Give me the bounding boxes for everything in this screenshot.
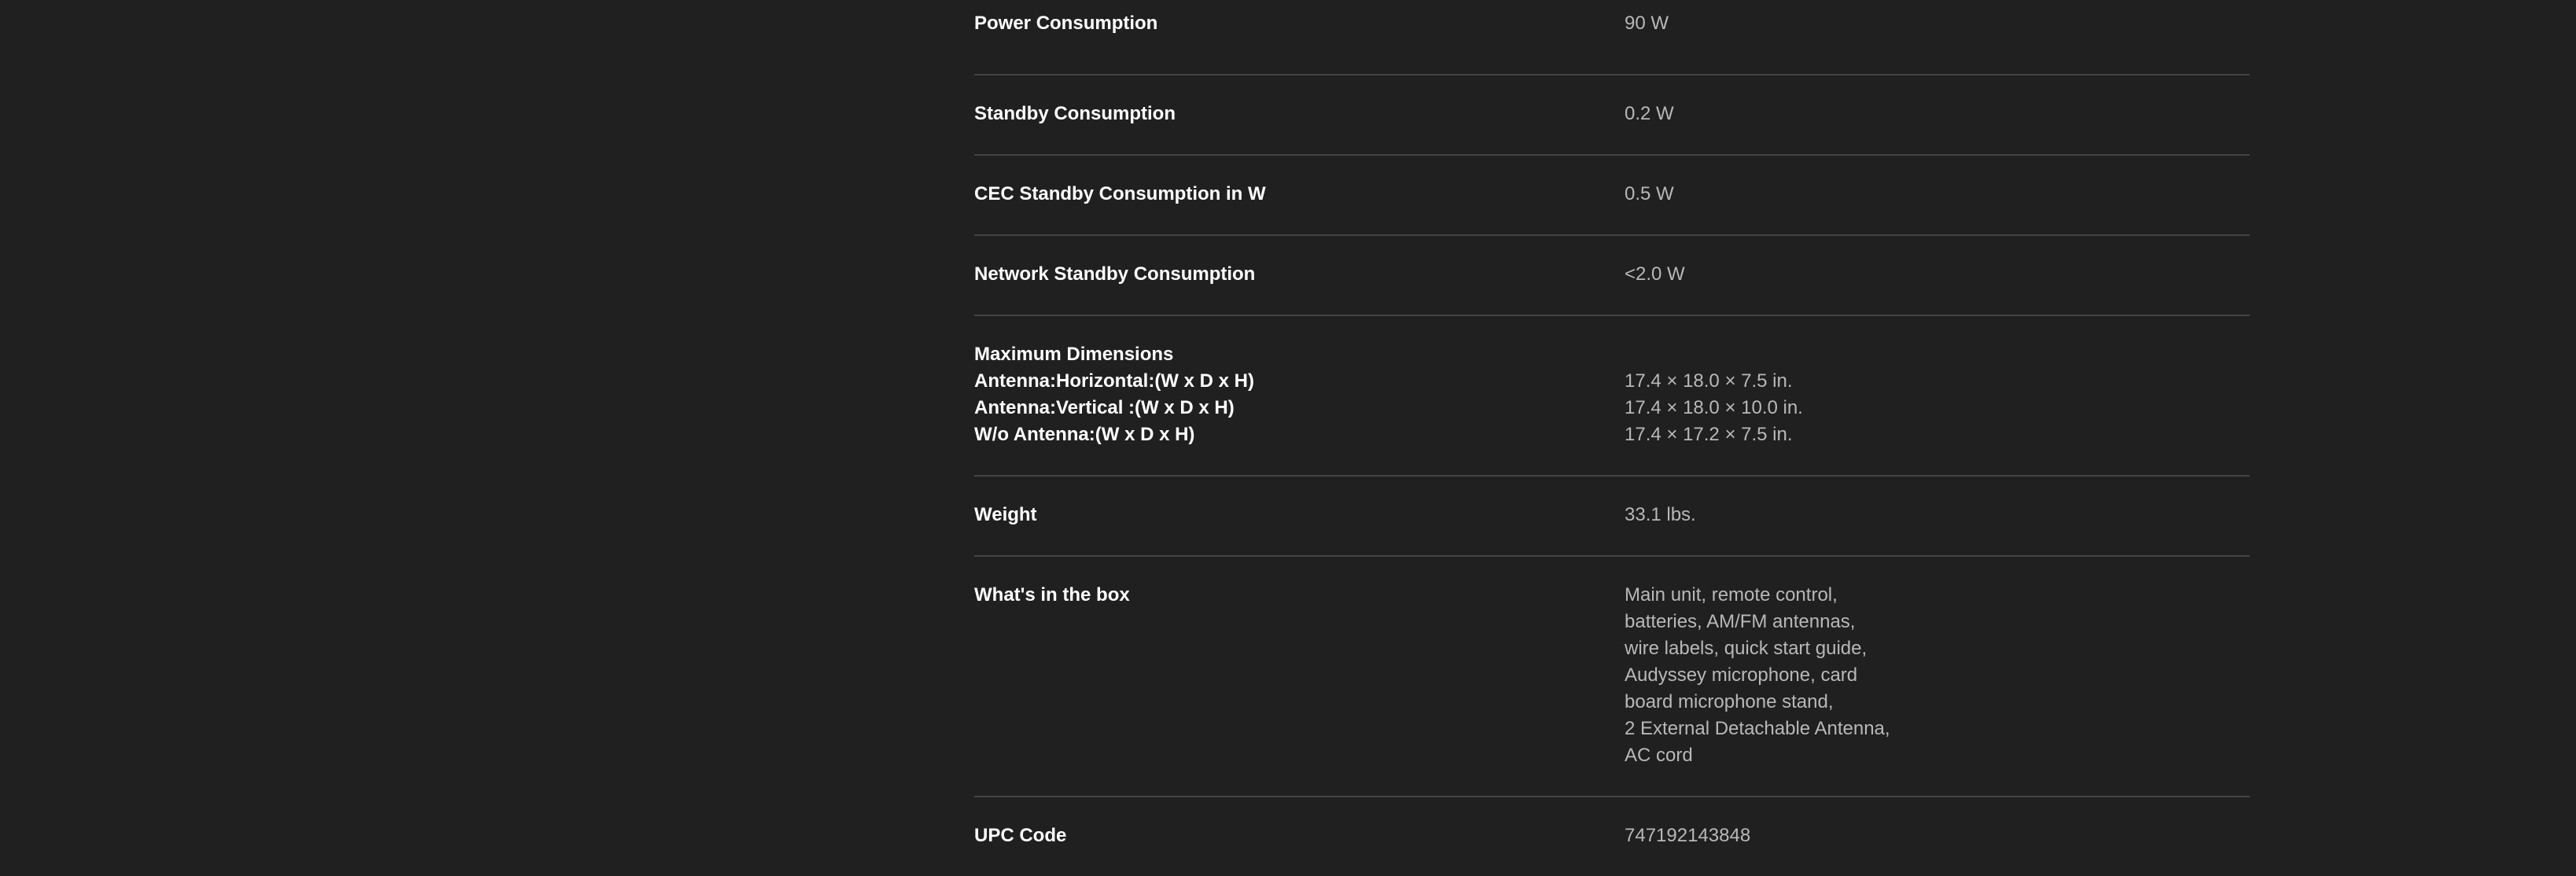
spec-value: 33.1 lbs. [1625, 504, 1696, 525]
spec-value: 90 W [1625, 13, 1669, 34]
spec-label: Network Standby Consumption [974, 263, 1256, 285]
spec-label: Maximum Dimensions Antenna:Horizontal:(W x D x H) Antenna:Vertical :(W x D x H) W/o Antenna:(W x D x H) [974, 344, 1254, 445]
spec-value: 747192143848 [1625, 825, 1751, 846]
spec-value: 0.5 W [1625, 183, 1674, 204]
spec-row-cec-standby-consumption [974, 156, 2250, 236]
spec-value: 0.2 W [1625, 103, 1674, 124]
spec-row-maximum-dimensions [974, 316, 2250, 477]
spec-label: Weight [974, 504, 1037, 525]
spec-row-upc-code [974, 797, 2250, 876]
spec-row-whats-in-the-box [974, 557, 2250, 797]
spec-label: UPC Code [974, 825, 1067, 846]
spec-value: 17.4 × 18.0 × 7.5 in. 17.4 × 18.0 × 10.0 in. 17.4 × 17.2 × 7.5 in. [1625, 341, 2250, 448]
spec-value: <2.0 W [1625, 263, 1685, 285]
spec-label: CEC Standby Consumption in W [974, 183, 1266, 204]
spec-label: What's in the box [974, 584, 1130, 605]
value-spacer [1625, 341, 2250, 368]
spec-row-standby-consumption [974, 75, 2250, 156]
spec-label: Power Consumption [974, 13, 1158, 34]
spec-row-weight [974, 477, 2250, 557]
spec-value: Main unit, remote control, batteries, AM/FM antennas, wire labels, quick start guide, Audyssey microphone, card board microphone stand, 2 External Detachable Antenna, AC cord [1625, 584, 1890, 766]
spec-row-network-standby-consumption [974, 236, 2250, 316]
specifications-table [974, 0, 2250, 876]
spec-label: Standby Consumption [974, 103, 1176, 124]
spec-row-power-consumption [974, 0, 2250, 75]
